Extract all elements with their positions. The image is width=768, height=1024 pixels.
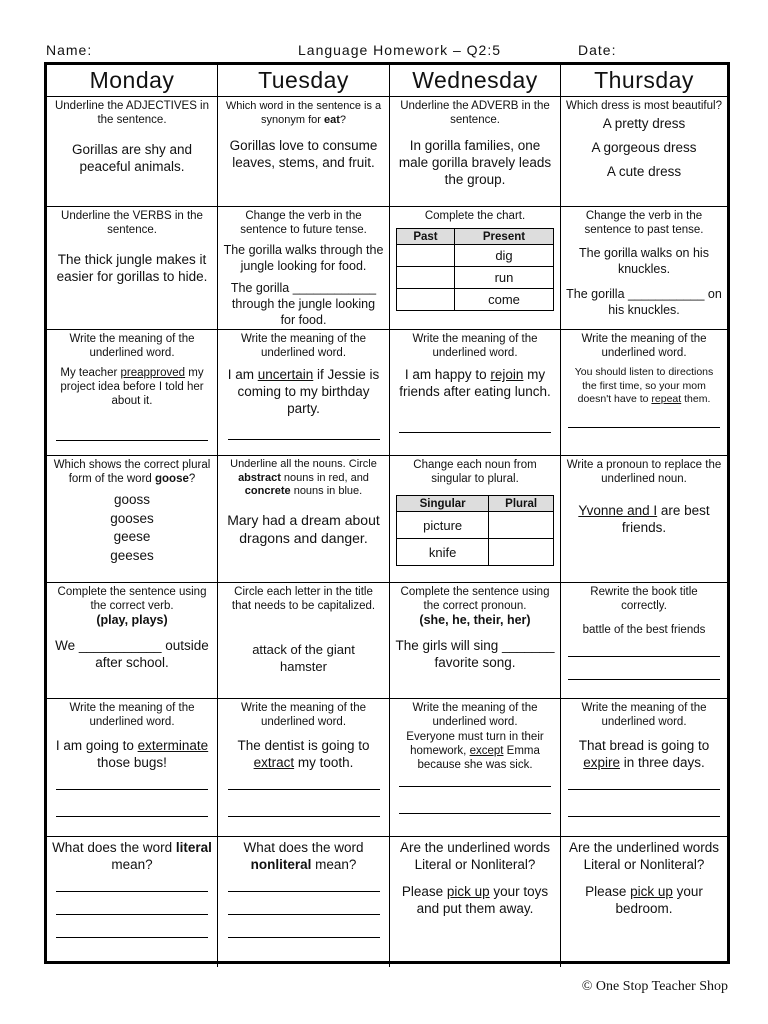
r4-thursday <box>561 456 727 583</box>
sentence: I am happy to rejoin my friends after eating lunch. <box>399 367 551 399</box>
r6-tuesday <box>218 699 390 837</box>
instruction: Write the meaning of the underlined word. <box>581 702 707 728</box>
sentence: In gorilla families, one male gorilla bravely leads the group. <box>398 138 552 187</box>
sentence: Gorillas are shy and peaceful animals. <box>71 142 193 174</box>
answer-cell[interactable] <box>397 267 455 289</box>
day-thursday: Thursday <box>561 65 727 97</box>
r4-monday <box>47 456 218 583</box>
answer-line[interactable] <box>399 432 551 433</box>
chart-cell: dig <box>454 245 553 267</box>
sentence: I am going to exterminate those bugs! <box>55 738 209 770</box>
option: A cute dress <box>606 164 682 179</box>
sentence: Yvonne and I are best friends. <box>578 503 710 535</box>
instruction: Which dress is most beautiful? <box>566 100 722 112</box>
sentence: The thick jungle makes it easier for gorillas to hide. <box>56 252 208 284</box>
r4-wednesday <box>390 456 561 583</box>
day-monday: Monday <box>47 65 218 97</box>
instruction: Complete the sentence using the correct verb. <box>57 586 207 612</box>
sentence[interactable]: The girls will sing _______ favorite song. <box>395 638 555 670</box>
instruction: Rewrite the book title correctly. <box>590 586 698 612</box>
instruction: Circle each letter in the title that needs to be capitalized. <box>231 586 376 612</box>
r3-tuesday <box>218 330 390 456</box>
instruction: Write the meaning of the underlined word. <box>581 333 707 359</box>
r6-thursday <box>561 699 727 837</box>
r5-wednesday <box>390 583 561 699</box>
answer-line[interactable] <box>228 789 380 790</box>
r5-thursday <box>561 583 727 699</box>
instruction: Complete the chart. <box>424 210 526 222</box>
sentence[interactable]: We ___________ outside after school. <box>55 638 209 670</box>
r2-wednesday <box>390 207 561 330</box>
r7-tuesday <box>218 837 390 967</box>
option[interactable]: geese <box>113 529 151 544</box>
answer-line[interactable] <box>399 786 551 787</box>
option: A gorgeous dress <box>591 140 697 155</box>
instruction: Write the meaning of the underlined word. <box>412 333 538 359</box>
instruction: Underline the ADVERB in the sentence. <box>400 100 550 126</box>
answer-line[interactable] <box>56 816 208 817</box>
answer-sentence[interactable]: The gorilla ___________ on his knuckles. <box>566 287 722 317</box>
answer-line[interactable] <box>56 440 208 441</box>
r3-thursday <box>561 330 727 456</box>
r1-thursday <box>561 97 727 207</box>
answer-sentence[interactable]: The gorilla ____________ through the jungle looking for food. <box>230 281 377 327</box>
option[interactable]: gooses <box>110 510 154 526</box>
instruction: Which shows the correct plural form of the word goose? <box>53 459 211 485</box>
answer-line[interactable] <box>228 937 380 938</box>
question: Are the underlined words Literal or Nonliteral? <box>399 840 551 872</box>
copyright-footer: © One Stop Teacher Shop <box>581 979 728 994</box>
instruction: Which word in the sentence is a synonym for eat? <box>225 100 382 126</box>
instruction: Underline the VERBS in the sentence. <box>61 210 203 236</box>
sentence: Gorillas love to consume leaves, stems, and fruit. <box>229 138 378 170</box>
instruction: Write a pronoun to replace the underlined noun. <box>566 459 722 485</box>
day-wednesday: Wednesday <box>390 65 561 97</box>
sentence: The gorilla walks on his knuckles. <box>579 246 709 276</box>
instruction: Write the meaning of the underlined word. <box>240 702 367 728</box>
answer-line[interactable] <box>56 914 208 915</box>
answer-cell[interactable] <box>397 289 455 311</box>
answer-cell[interactable] <box>397 245 455 267</box>
instruction: Change the verb in the sentence to past tense. <box>584 210 704 236</box>
r2-thursday <box>561 207 727 330</box>
chart-cell: run <box>454 267 553 289</box>
answer-line[interactable] <box>568 656 720 657</box>
chart-cell: come <box>454 289 553 311</box>
worksheet-header <box>46 42 726 62</box>
sentence: I am uncertain if Jessie is coming to my birthday party. <box>227 367 380 416</box>
instruction: Write the meaning of the underlined word. <box>69 702 195 728</box>
instruction: Change each noun from singular to plural. <box>413 459 537 485</box>
chart-cell: knife <box>397 539 489 566</box>
homework-grid <box>44 62 730 964</box>
r3-wednesday <box>390 330 561 456</box>
answer-line[interactable] <box>56 891 208 892</box>
r7-monday <box>47 837 218 967</box>
answer-line[interactable] <box>568 789 720 790</box>
instruction: Write the meaning of the underlined word. <box>240 333 367 359</box>
day-tuesday: Tuesday <box>218 65 390 97</box>
r7-wednesday <box>390 837 561 967</box>
option[interactable]: gooss <box>113 492 151 507</box>
col-header: Plural <box>489 496 554 512</box>
sentence: Mary had a dream about dragons and danger. <box>227 511 380 546</box>
r3-monday <box>47 330 218 456</box>
tense-chart <box>396 228 554 311</box>
answer-line[interactable] <box>568 816 720 817</box>
sentence: My teacher preapproved my project idea before I told her about it. <box>60 367 204 407</box>
answer-line[interactable] <box>228 439 380 440</box>
answer-line[interactable] <box>228 914 380 915</box>
answer-line[interactable] <box>228 891 380 892</box>
r7-thursday <box>561 837 727 967</box>
instruction: Write the meaning of the underlined word. <box>69 333 195 359</box>
r6-wednesday <box>390 699 561 837</box>
r5-monday <box>47 583 218 699</box>
col-header: Singular <box>397 496 489 512</box>
r2-tuesday <box>218 207 390 330</box>
sentence: The dentist is going to extract my tooth. <box>237 738 370 770</box>
sentence: The gorilla walks through the jungle looking for food. <box>223 243 384 273</box>
r2-monday <box>47 207 218 330</box>
sentence: Please pick up your toys and put them away. <box>401 884 549 916</box>
sentence: That bread is going to expire in three days. <box>578 738 710 770</box>
answer-line[interactable] <box>568 427 720 428</box>
plural-chart <box>396 495 554 566</box>
col-header: Past <box>397 229 455 245</box>
title-text[interactable]: attack of the giant hamster <box>252 642 355 674</box>
option[interactable]: geeses <box>110 547 154 563</box>
option: A pretty dress <box>602 116 686 131</box>
instruction: Underline the ADJECTIVES in the sentence. <box>54 100 210 126</box>
sentence: You should listen to directions the first time, so your mom doesn't have to repeat them. <box>574 366 714 405</box>
r1-tuesday <box>218 97 390 207</box>
answer-line[interactable] <box>399 813 551 814</box>
answer-cell[interactable] <box>489 539 554 566</box>
col-header: Present <box>454 229 553 245</box>
question: What does the word literal mean? <box>52 840 212 872</box>
title-text: battle of the best friends <box>582 624 706 636</box>
answer-line[interactable] <box>568 679 720 680</box>
answer-line[interactable] <box>56 789 208 790</box>
sentence: Please pick up your bedroom. <box>585 884 703 916</box>
question: Are the underlined words Literal or Nonliteral? <box>568 840 720 872</box>
answer-cell[interactable] <box>489 512 554 539</box>
r1-monday <box>47 97 218 207</box>
date-label: Date: <box>578 42 617 58</box>
worksheet-title: Language Homework – Q2:5 <box>298 42 501 58</box>
question: What does the word nonliteral mean? <box>243 840 364 872</box>
answer-line[interactable] <box>56 937 208 938</box>
instruction: Write the meaning of the underlined word. <box>412 702 538 728</box>
chart-cell: picture <box>397 512 489 539</box>
instruction: Underline all the nouns. Circle abstract nouns in red, and concrete nouns in blue. <box>230 458 377 497</box>
verb-choices: (play, plays) <box>96 613 168 627</box>
instruction: Complete the sentence using the correct pronoun. <box>400 586 550 612</box>
answer-line[interactable] <box>228 816 380 817</box>
name-label: Name: <box>46 42 93 58</box>
r4-tuesday <box>218 456 390 583</box>
sentence: Everyone must turn in their homework, except Emma because she was sick. <box>406 731 544 771</box>
r1-wednesday <box>390 97 561 207</box>
pronoun-choices: (she, he, their, her) <box>419 613 531 627</box>
r6-monday <box>47 699 218 837</box>
instruction: Change the verb in the sentence to future tense. <box>240 210 367 236</box>
r5-tuesday <box>218 583 390 699</box>
